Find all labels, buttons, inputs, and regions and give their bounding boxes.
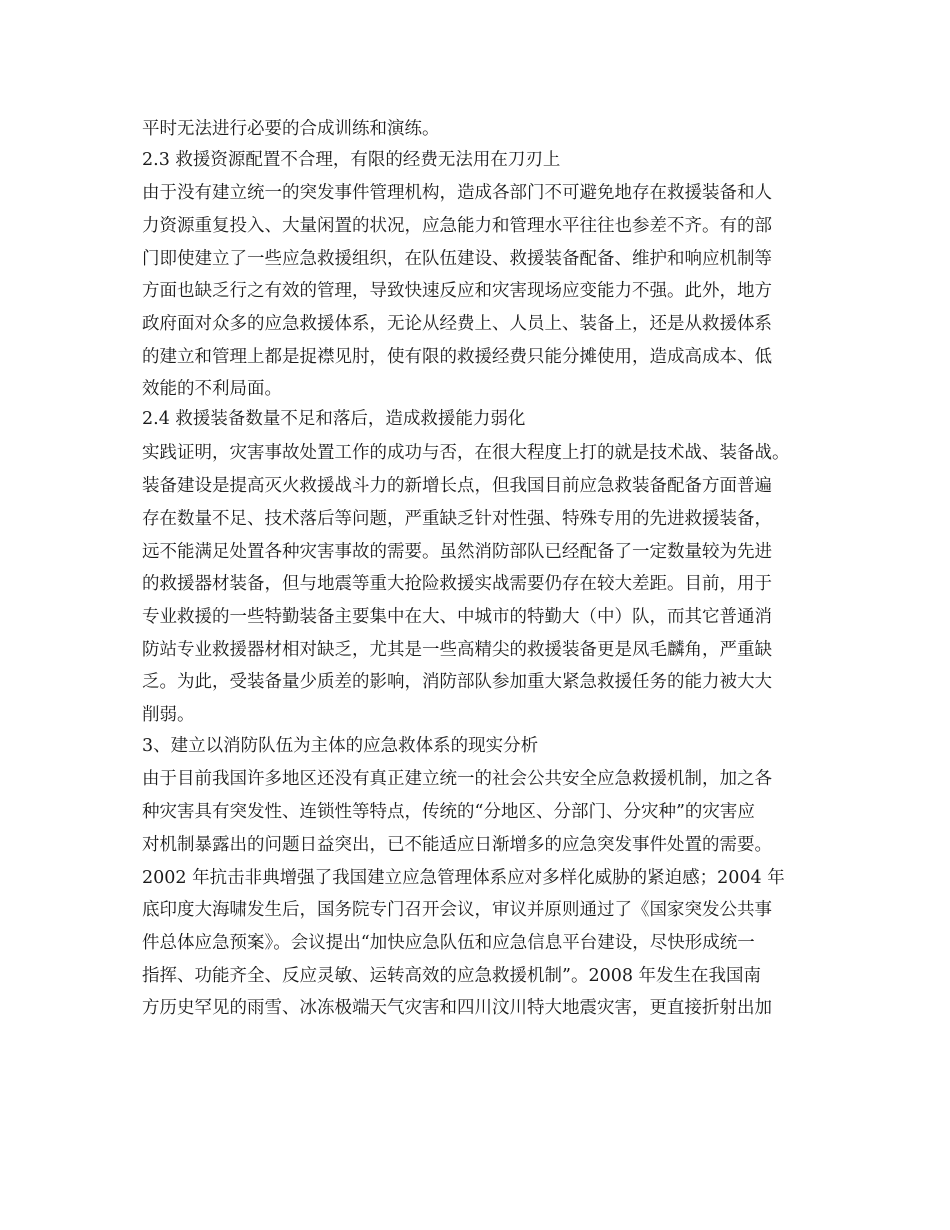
section-heading: 3、建立以消防队伍为主体的应急救体系的现实分析 — [142, 736, 539, 756]
section-heading: 2.3 救援资源配置不合理，有限的经费无法用在刀刃上 — [142, 150, 561, 170]
text-line: 装备建设是提高灭火救援战斗力的新增长点，但我国目前应急救装备配备方面普遍 — [142, 476, 772, 496]
section-heading: 2.4 救援装备数量不足和落后，造成救援能力弱化 — [142, 409, 526, 429]
text-line: 削弱。 — [142, 705, 195, 725]
text-line: 的救援器材装备，但与地震等重大抢险救援实战需要仍存在较大差距。目前，用于 — [142, 574, 772, 594]
text-line: 政府面对众多的应急救援体系，无论从经费上、人员上、装备上，还是从救援体系 — [142, 314, 772, 334]
text-line: 件总体应急预案》。会议提出“加快应急队伍和应急信息平台建设，尽快形成统一 — [142, 933, 755, 953]
text-line: 方面也缺乏行之有效的管理，导致快速反应和灾害现场应变能力不强。此外，地方 — [142, 281, 772, 301]
text-line: 效能的不利局面。 — [142, 379, 282, 399]
text-line: 专业救援的一些特勤装备主要集中在大、中城市的特勤大（中）队，而其它普通消 — [142, 607, 772, 627]
text-line: 2002 年抗击非典增强了我国建立应急管理体系应对多样化威胁的紧迫感；2004 年 — [142, 868, 785, 888]
text-line: 门即使建立了一些应急救援组织，在队伍建设、救援装备配备、维护和响应机制等 — [142, 249, 772, 269]
text-line: 对机制暴露出的问题日益突出，已不能适应日渐增多的应急突发事件处置的需要。 — [142, 835, 772, 855]
text-line: 底印度大海啸发生后，国务院专门召开会议，审议并原则通过了《国家突发公共事 — [142, 900, 772, 920]
text-line: 由于目前我国许多地区还没有真正建立统一的社会公共安全应急救援机制，加之各 — [142, 769, 772, 789]
text-line: 的建立和管理上都是捉襟见肘，使有限的救援经费只能分摊使用，造成高成本、低 — [142, 347, 772, 367]
text-line: 实践证明，灾害事故处置工作的成功与否，在很大程度上打的就是技术战、装备战。 — [142, 443, 790, 463]
text-line: 存在数量不足、技术落后等问题，严重缺乏针对性强、特殊专用的先进救援装备， — [142, 509, 772, 529]
text-line: 指挥、功能齐全、反应灵敏、运转高效的应急救援机制”。2008 年发生在我国南 — [142, 966, 762, 986]
text-line: 防站专业救援器材相对缺乏，尤其是一些高精尖的救援装备更是凤毛麟角，严重缺 — [142, 640, 772, 660]
text-line: 平时无法进行必要的合成训练和演练。 — [142, 119, 440, 139]
text-line: 力资源重复投入、大量闲置的状况，应急能力和管理水平往往也参差不齐。有的部 — [142, 216, 772, 236]
text-line: 种灾害具有突发性、连锁性等特点，传统的“分地区、分部门、分灾种”的灾害应 — [142, 802, 755, 822]
text-line: 方历史罕见的雨雪、冰冻极端天气灾害和四川汶川特大地震灾害，更直接折射出加 — [142, 998, 772, 1018]
text-line: 由于没有建立统一的突发事件管理机构，造成各部门不可避免地存在救援装备和人 — [142, 183, 772, 203]
text-line: 乏。为此，受装备量少质差的影响，消防部队参加重大紧急救援任务的能力被大大 — [142, 672, 772, 692]
text-line: 远不能满足处置各种灾害事故的需要。虽然消防部队已经配备了一定数量较为先进 — [142, 542, 772, 562]
